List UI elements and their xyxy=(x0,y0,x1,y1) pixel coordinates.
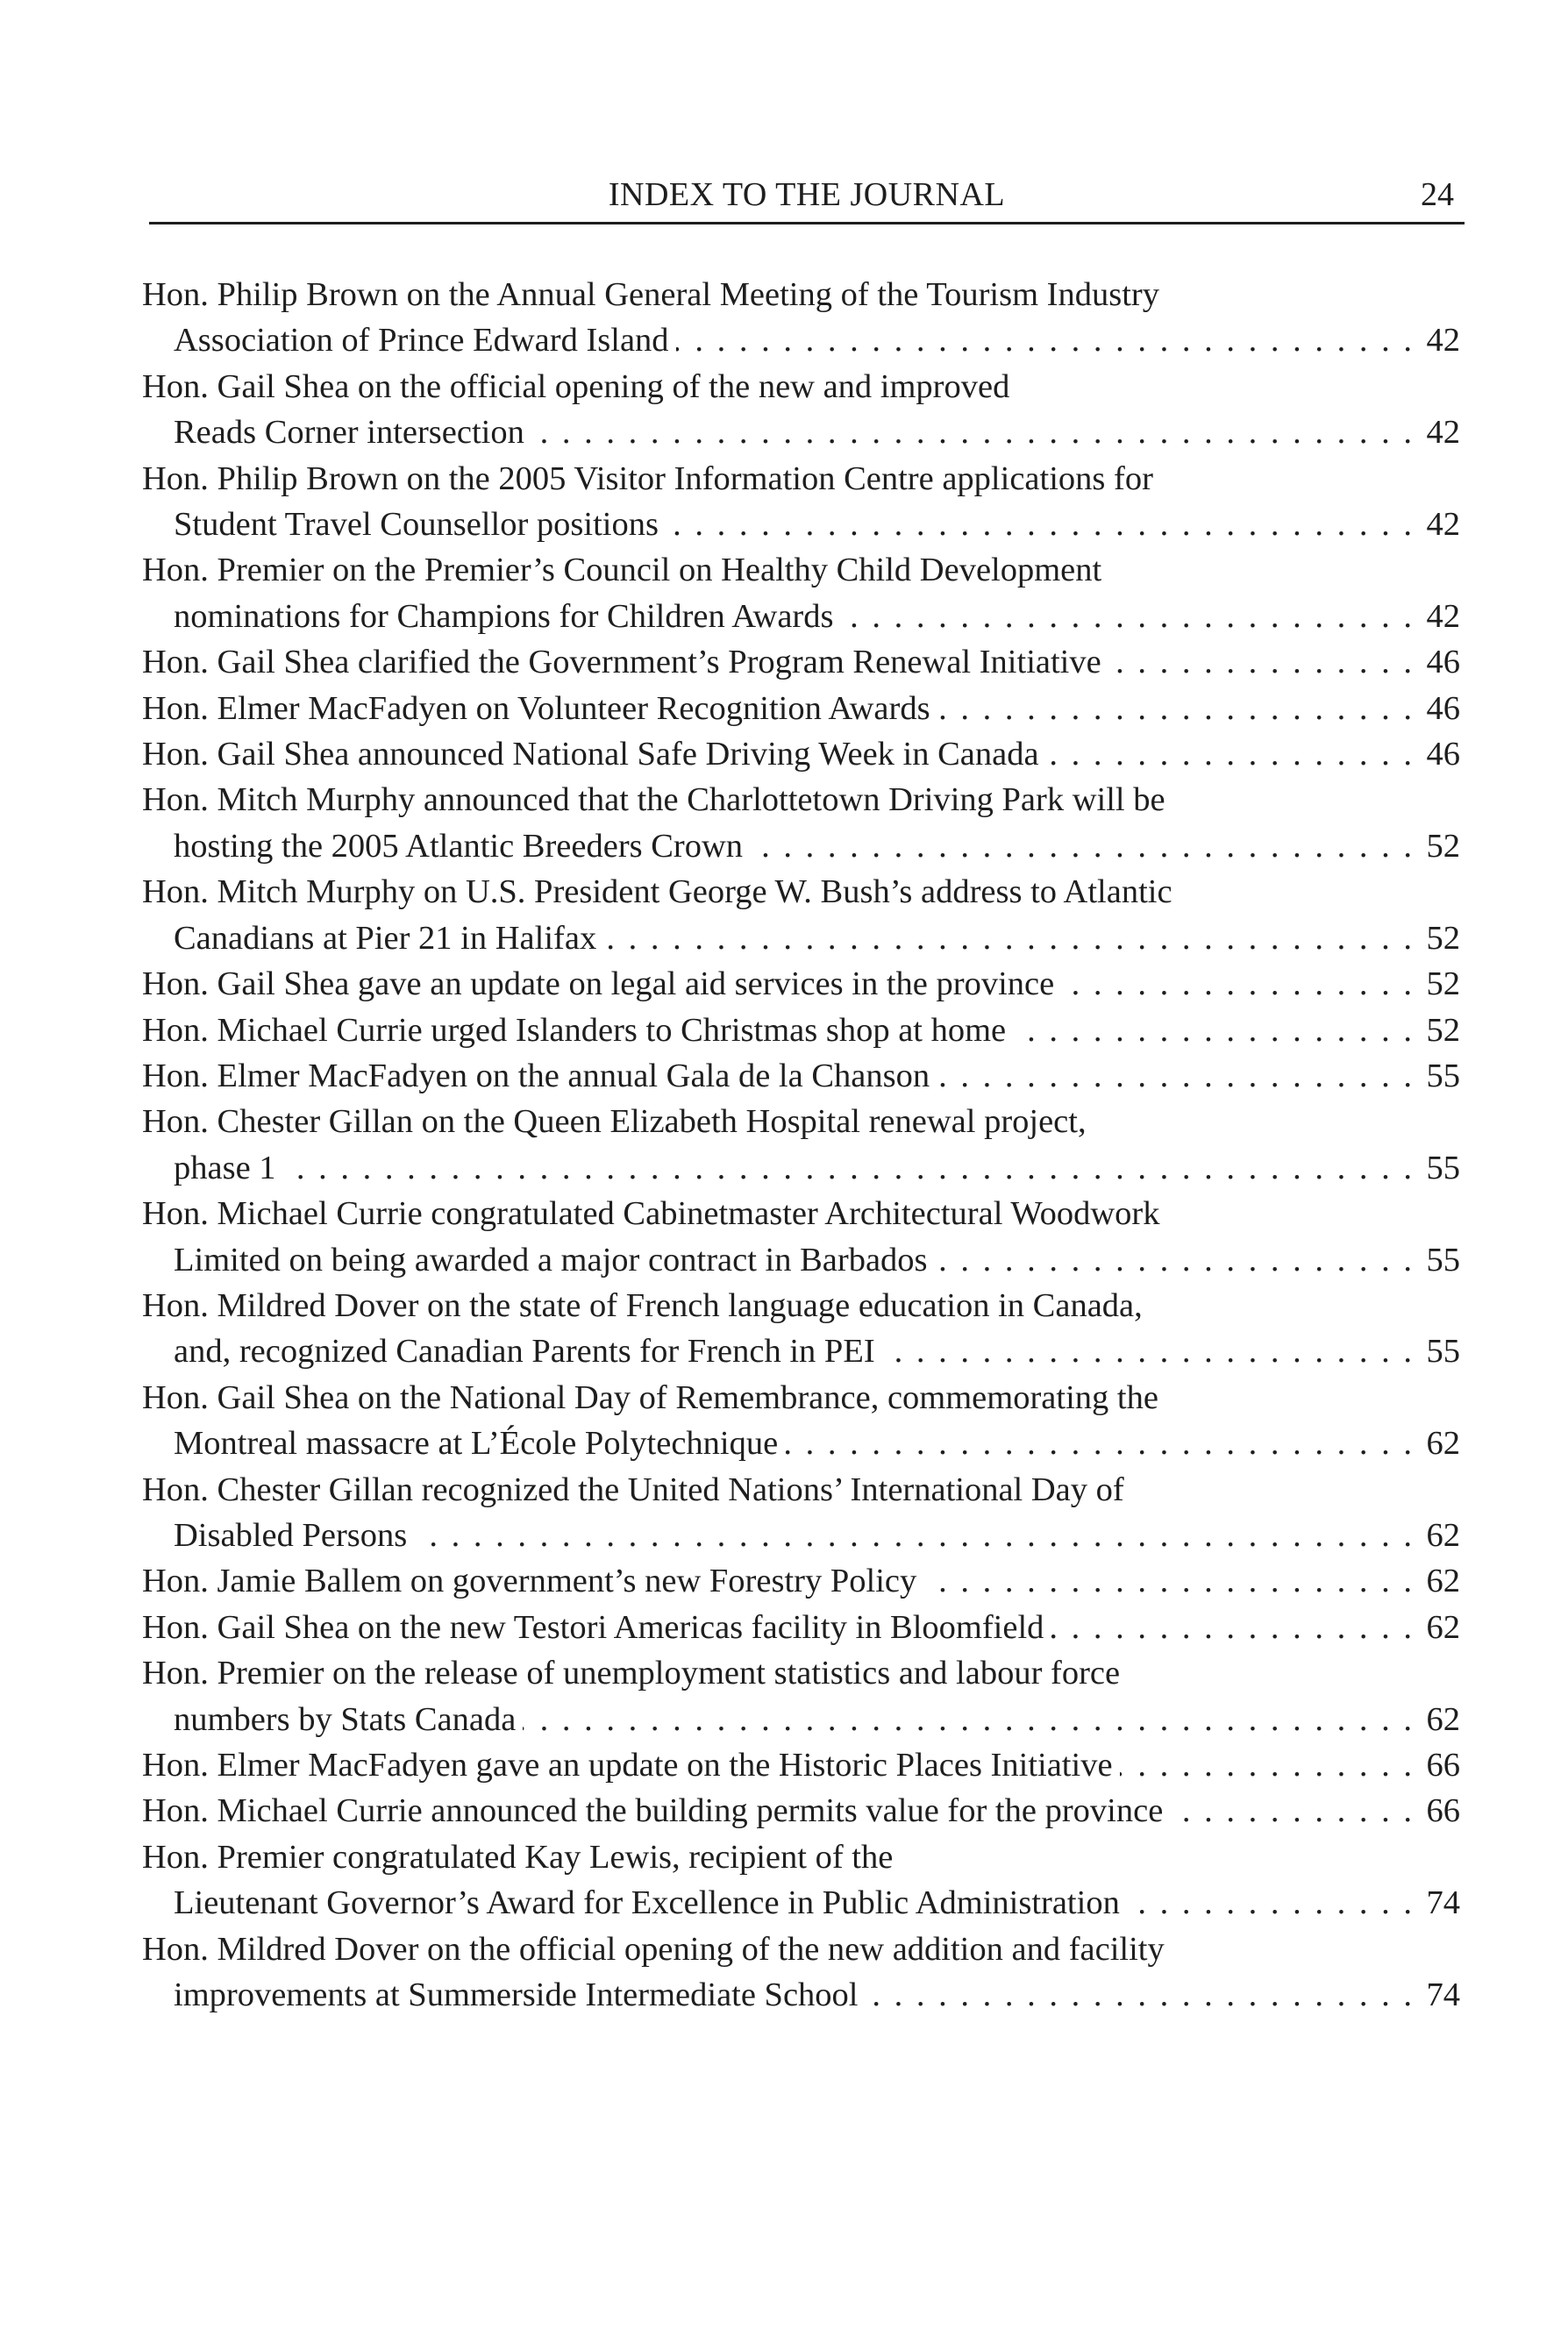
entry-line: Hon. Michael Currie announced the building permits value for the province xyxy=(142,1792,1164,1830)
dot-leader xyxy=(840,594,1415,639)
entry-page-number: 55 xyxy=(1426,1333,1460,1371)
entry-line: Hon. Mitch Murphy on U.S. President George W. Bush’s address to Atlantic xyxy=(142,873,1172,911)
dot-leader xyxy=(1170,1788,1415,1834)
index-entry xyxy=(142,1788,1460,1834)
index-entry xyxy=(142,1834,1460,1926)
entry-page-number: 66 xyxy=(1426,1747,1460,1784)
dot-leader xyxy=(283,1145,1415,1191)
index-entry xyxy=(142,1053,1460,1099)
index-entry xyxy=(142,1283,1460,1375)
entry-line: Hon. Michael Currie urged Islanders to Christmas shop at home xyxy=(142,1011,1007,1049)
dot-leader xyxy=(1108,639,1415,685)
entry-line: Hon. Gail Shea on the official opening of the new and improved xyxy=(142,367,1010,405)
dot-leader xyxy=(414,1513,1415,1558)
entry-page-number: 46 xyxy=(1426,644,1460,681)
entry-last-line xyxy=(142,502,1460,547)
dot-leader xyxy=(923,1558,1415,1604)
entry-page-number: 52 xyxy=(1426,1011,1460,1049)
entry-line: Hon. Mitch Murphy announced that the Charlottetown Driving Park will be xyxy=(142,781,1165,819)
entry-line: Hon. Gail Shea on the new Testori Americas facility in Bloomfield xyxy=(142,1608,1044,1646)
entry-line: Limited on being awarded a major contract in Barbados xyxy=(174,1241,928,1278)
dot-leader xyxy=(785,1421,1415,1466)
entry-line: Hon. Gail Shea announced National Safe Driving Week in Canada xyxy=(142,736,1039,773)
entry-line: Hon. Gail Shea clarified the Government’s Program Renewal Initiative xyxy=(142,644,1101,681)
index-entry xyxy=(142,686,1460,731)
index-entry xyxy=(142,639,1460,685)
entry-line: Student Travel Counsellor positions xyxy=(174,506,659,544)
entry-page-number: 52 xyxy=(1426,827,1460,865)
entry-page-number: 42 xyxy=(1426,597,1460,635)
entry-page-number: 55 xyxy=(1426,1057,1460,1094)
entry-page-number: 42 xyxy=(1426,322,1460,360)
entry-line: Hon. Jamie Ballem on government’s new Forestry Policy xyxy=(142,1563,917,1600)
dot-leader xyxy=(676,317,1415,363)
dot-leader xyxy=(935,1237,1415,1283)
entry-line: Disabled Persons xyxy=(174,1516,408,1554)
header-rule xyxy=(149,222,1465,224)
entry-last-line xyxy=(142,1880,1460,1926)
dot-leader xyxy=(523,1697,1415,1742)
entry-page-number: 42 xyxy=(1426,414,1460,452)
index-entry xyxy=(142,869,1460,961)
index-entry xyxy=(142,1008,1460,1053)
entry-page-number: 62 xyxy=(1426,1563,1460,1600)
entry-last-line xyxy=(142,1605,1460,1650)
entry-line: Canadians at Pier 21 in Halifax xyxy=(174,919,597,957)
entry-page-number: 62 xyxy=(1426,1700,1460,1738)
index-entry xyxy=(142,731,1460,777)
dot-leader xyxy=(603,915,1415,961)
entry-last-line xyxy=(142,1788,1460,1834)
entry-line: Hon. Elmer MacFadyen on Volunteer Recognition Awards xyxy=(142,689,930,727)
dot-leader xyxy=(937,1053,1415,1099)
page-header xyxy=(149,175,1465,219)
entry-last-line xyxy=(142,1328,1460,1374)
entry-last-line xyxy=(142,961,1460,1007)
entry-last-line xyxy=(142,1145,1460,1191)
entry-line: and, recognized Canadian Parents for French in PEI xyxy=(174,1333,875,1371)
entry-line: hosting the 2005 Atlantic Breeders Crown xyxy=(174,827,744,865)
index-entry xyxy=(142,777,1460,869)
index-entry xyxy=(142,364,1460,456)
dot-leader xyxy=(1051,1605,1415,1650)
entry-line: Hon. Chester Gillan recognized the United Nations’ International Day of xyxy=(142,1471,1124,1508)
entry-last-line xyxy=(142,1558,1460,1604)
index-entry xyxy=(142,456,1460,548)
index-entry xyxy=(142,1191,1460,1283)
entry-line: numbers by Stats Canada xyxy=(174,1700,517,1738)
entry-line: Hon. Michael Currie congratulated Cabinetmaster Architectural Woodwork xyxy=(142,1195,1160,1233)
entry-last-line xyxy=(142,1237,1460,1283)
entry-line: Hon. Mildred Dover on the official opening of the new addition and facility xyxy=(142,1930,1165,1968)
entry-last-line xyxy=(142,823,1460,869)
entry-last-line xyxy=(142,731,1460,777)
entry-line: Hon. Elmer MacFadyen gave an update on the Historic Places Initiative xyxy=(142,1747,1113,1784)
entry-last-line xyxy=(142,915,1460,961)
dot-leader xyxy=(1127,1880,1415,1926)
entry-last-line xyxy=(142,1697,1460,1742)
dot-leader xyxy=(866,1972,1415,2018)
index-entry xyxy=(142,272,1460,364)
entry-line: Hon. Philip Brown on the 2005 Visitor Information Centre applications for xyxy=(142,459,1153,497)
entry-line: Hon. Gail Shea on the National Day of Remembrance, commemorating the xyxy=(142,1378,1158,1416)
header-title: INDEX TO THE JOURNAL xyxy=(608,176,1006,213)
entry-line: phase 1 xyxy=(174,1149,276,1186)
entry-line: Hon. Premier on the Premier’s Council on Healthy Child Development xyxy=(142,552,1102,589)
entry-page-number: 62 xyxy=(1426,1608,1460,1646)
index-entry xyxy=(142,547,1460,639)
entry-last-line xyxy=(142,639,1460,685)
entry-page-number: 55 xyxy=(1426,1149,1460,1186)
index-entry xyxy=(142,1467,1460,1559)
entry-page-number: 74 xyxy=(1426,1976,1460,2014)
entry-line: Hon. Elmer MacFadyen on the annual Gala de la Chanson xyxy=(142,1057,930,1094)
dot-leader xyxy=(666,502,1415,547)
entry-page-number: 42 xyxy=(1426,506,1460,544)
entry-line: Hon. Philip Brown on the Annual General Meeting of the Tourism Industry xyxy=(142,276,1160,313)
dot-leader xyxy=(750,823,1415,869)
entry-line: Lieutenant Governor’s Award for Excellence in Public Administration xyxy=(174,1884,1120,1922)
entry-last-line xyxy=(142,686,1460,731)
dot-leader xyxy=(937,686,1415,731)
dot-leader xyxy=(882,1328,1415,1374)
entry-page-number: 52 xyxy=(1426,919,1460,957)
dot-leader xyxy=(1120,1742,1415,1788)
entry-page-number: 62 xyxy=(1426,1516,1460,1554)
index-entry xyxy=(142,1375,1460,1467)
entry-page-number: 55 xyxy=(1426,1241,1460,1278)
index-entry xyxy=(142,1742,1460,1788)
entry-page-number: 74 xyxy=(1426,1884,1460,1922)
entry-page-number: 62 xyxy=(1426,1425,1460,1463)
entry-page-number: 46 xyxy=(1426,736,1460,773)
entry-line: Association of Prince Edward Island xyxy=(174,322,669,360)
header-page-number: 24 xyxy=(1421,176,1454,213)
entry-line: Hon. Chester Gillan on the Queen Elizabeth Hospital renewal project, xyxy=(142,1103,1087,1141)
entry-line: Hon. Premier congratulated Kay Lewis, recipient of the xyxy=(142,1838,894,1876)
dot-leader xyxy=(1013,1008,1415,1053)
entry-page-number: 52 xyxy=(1426,965,1460,1003)
index-entry xyxy=(142,1099,1460,1191)
index-entry xyxy=(142,1926,1460,2019)
entry-line: Montreal massacre at L’École Polytechnique xyxy=(174,1425,779,1463)
entry-line: Reads Corner intersection xyxy=(174,414,524,452)
entry-line: Hon. Gail Shea gave an update on legal aid services in the province xyxy=(142,965,1055,1003)
entry-page-number: 46 xyxy=(1426,689,1460,727)
entry-line: nominations for Champions for Children Awards xyxy=(174,597,834,635)
entry-line: Hon. Premier on the release of unemployment statistics and labour force xyxy=(142,1655,1121,1692)
dot-leader xyxy=(1046,731,1415,777)
entry-last-line xyxy=(142,1053,1460,1099)
index-entries xyxy=(142,272,1460,2018)
entry-line: improvements at Summerside Intermediate School xyxy=(174,1976,859,2014)
dot-leader xyxy=(1061,961,1415,1007)
index-entry xyxy=(142,1650,1460,1742)
dot-leader xyxy=(531,410,1415,455)
entry-line: Hon. Mildred Dover on the state of French language education in Canada, xyxy=(142,1286,1143,1324)
entry-last-line xyxy=(142,1513,1460,1558)
entry-last-line xyxy=(142,317,1460,363)
entry-last-line xyxy=(142,410,1460,455)
index-entry xyxy=(142,1605,1460,1650)
entry-last-line xyxy=(142,1972,1460,2018)
entry-last-line xyxy=(142,1008,1460,1053)
index-entry xyxy=(142,1558,1460,1604)
entry-page-number: 66 xyxy=(1426,1792,1460,1830)
entry-last-line xyxy=(142,1421,1460,1466)
entry-last-line xyxy=(142,594,1460,639)
index-entry xyxy=(142,961,1460,1007)
entry-last-line xyxy=(142,1742,1460,1788)
